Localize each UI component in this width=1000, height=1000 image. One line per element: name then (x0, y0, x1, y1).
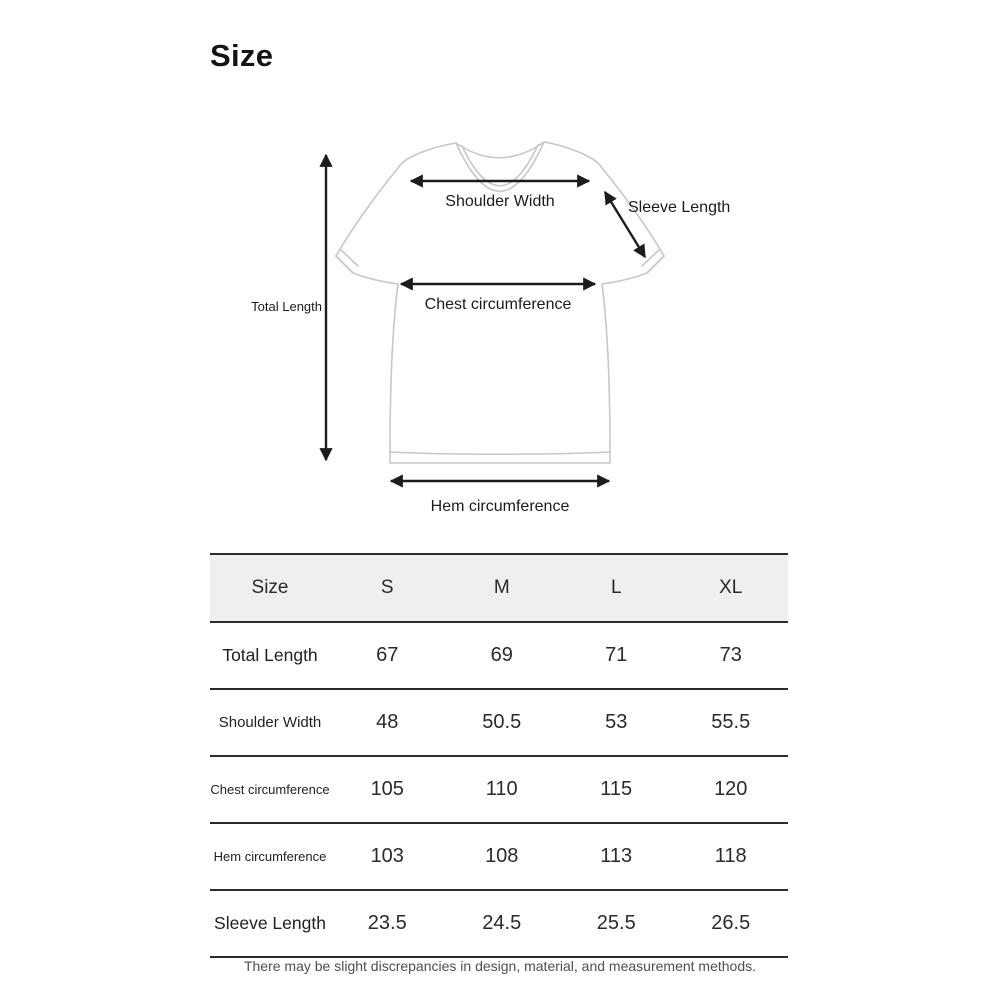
total-length-label: Total Length (251, 299, 322, 314)
table-cell: 108 (485, 845, 519, 867)
table-row-shoulder-width (210, 690, 788, 757)
table-cell: 118 (714, 845, 747, 867)
table-cell: 50.5 (482, 711, 522, 733)
hem-circumference-label: Hem circumference (430, 498, 570, 515)
table-cell: 71 (605, 644, 628, 666)
table-cell: 48 (376, 711, 399, 733)
shoulder-width-label: Shoulder Width (445, 193, 555, 210)
row-label-shoulder-width: Shoulder Width (218, 714, 322, 731)
table-cell: 23.5 (367, 912, 407, 934)
disclaimer-note: There may be slight discrepancies in design, material, and measurement methods. (243, 958, 757, 974)
table-row-sleeve-length (210, 891, 788, 958)
table-row-chest-circumference (210, 757, 788, 824)
table-cell: 55.5 (711, 711, 751, 733)
table-cell: 67 (376, 644, 399, 666)
size-table (210, 553, 788, 958)
header-col-s: S (380, 577, 394, 598)
table-row-total-length (210, 623, 788, 690)
header-col-xl: XL (719, 577, 743, 598)
row-label-sleeve-length: Sleeve Length (214, 913, 326, 933)
table-cell: 25.5 (596, 912, 636, 934)
table-cell: 113 (600, 845, 633, 867)
table-cell: 115 (600, 778, 633, 800)
page-title: Size (210, 38, 274, 73)
table-cell: 105 (370, 778, 404, 800)
table-cell: 110 (485, 778, 518, 800)
table-cell: 53 (605, 711, 628, 733)
row-label-total-length: Total Length (222, 645, 318, 665)
table-cell: 69 (490, 644, 513, 666)
sleeve-length-label: Sleeve Length (628, 199, 731, 216)
table-cell: 103 (370, 845, 404, 867)
header-col-m: M (493, 577, 510, 598)
chest-circumference-label: Chest circumference (424, 296, 572, 313)
size-table-header-row (210, 555, 788, 623)
table-row-hem-circumference (210, 824, 788, 891)
row-label-chest-circumference: Chest circumference (210, 782, 330, 797)
table-cell: 24.5 (482, 912, 522, 934)
header-size-label: Size (251, 577, 289, 598)
table-cell: 26.5 (711, 912, 751, 934)
header-col-l: L (610, 577, 622, 598)
table-cell: 120 (714, 778, 748, 800)
table-cell: 73 (719, 644, 742, 666)
row-label-hem-circumference: Hem circumference (213, 849, 327, 864)
